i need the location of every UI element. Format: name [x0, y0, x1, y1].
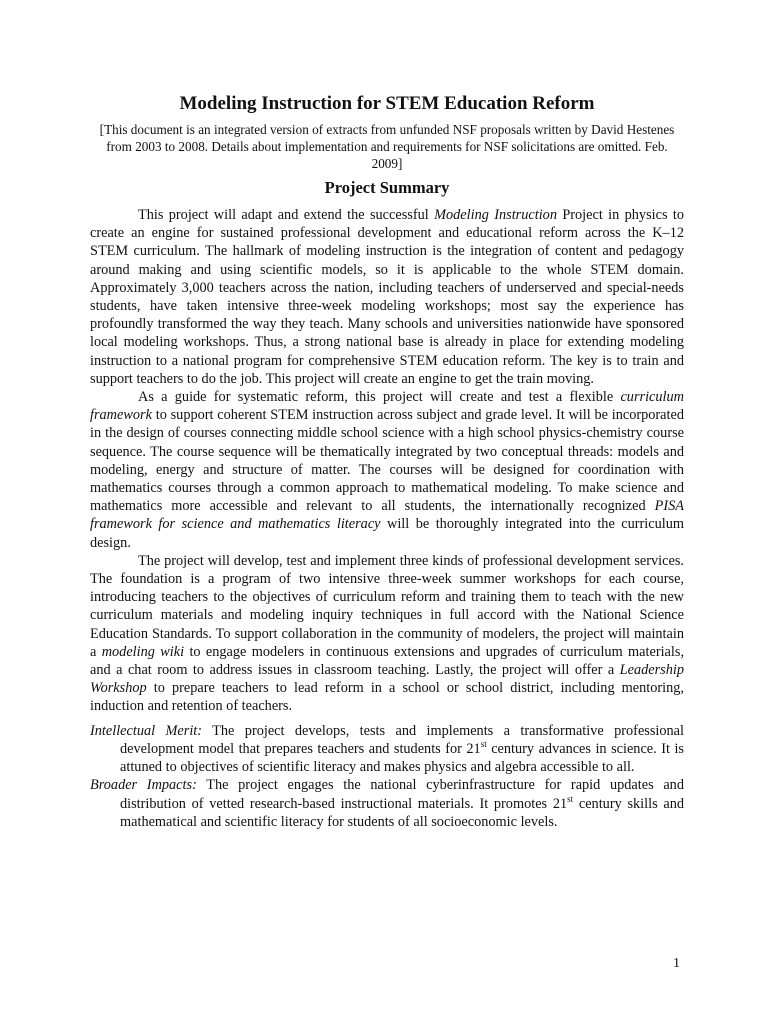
paragraph-1-text-a: This project will adapt and extend the successful	[138, 207, 435, 223]
paragraph-2-text-c: will be thoroughly integrated into the curriculum design.	[90, 516, 684, 551]
paragraph-1-text-b: Project in physics to create an engine for sustained professional development and educational reform across the K–12 STEM curriculum. The hallmark of modeling instruction is the integration of content and pedagogy around making and using scientific models, so it is applicable to the whole STEM domain. Approximately 3,000 teachers across the nation, including teachers of underserved and special-needs students, have taken intensive three-week modeling workshops; most say the experience has profoundly transformed the way they teach. Many schools and universities nationwide have sponsored local modeling workshops. Thus, a strong national base is already in place for extending modeling instruction to a national program for comprehensive STEM education reform. The key is to train and support teachers to do the job. This project will create an engine to get the train moving.	[90, 207, 684, 387]
paragraph-3	[90, 552, 684, 716]
document-title: Modeling Instruction for STEM Education Reform	[179, 93, 595, 114]
document-note	[90, 121, 684, 172]
paragraph-1	[90, 206, 684, 388]
intellectual-merit	[90, 722, 684, 777]
note-line-2: from 2003 to 2008. Details about implementation and requirements for NSF solicitations are omitted. Feb. 2009]	[106, 139, 668, 171]
intellectual-merit-label: Intellectual Merit:	[90, 722, 203, 739]
paragraph-2-text-b: to support coherent STEM instruction across subject and grade level. It will be incorporated in the design of courses connecting middle school science with a high school physics-chemistry course sequence. The course sequence will be thematically integrated by two conceptual threads: models and modeling, energy and structure of matter. The courses will be designed for coordination with mathematics courses through a common approach to mathematical modeling. To make science and mathematics more accessible and relevant to all students, the internationally recognized	[90, 407, 684, 515]
paragraph-2-emphasis-b: PISA framework for science and mathematics literacy	[90, 498, 684, 533]
paragraph-2-text-a: As a guide for systematic reform, this project will create and test a flexible	[138, 389, 621, 406]
section-title: Project Summary	[324, 178, 450, 197]
paragraph-1-emphasis: Modeling Instruction	[434, 207, 557, 223]
paragraph-3-text-a: The project will develop, test and implement three kinds of professional development services. The foundation is a program of two intensive three-week summer workshops for each course, introducing teachers to the objectives of curriculum reform and training them to teach with the new curriculum materials and modeling inquiry techniques in full accord with the National Science Education Standards. To support collaboration in the community of modelers, the project will maintain a	[90, 552, 684, 660]
page-number: 1	[673, 956, 680, 971]
broader-impacts-superscript: st	[567, 793, 574, 804]
broader-impacts	[90, 776, 684, 831]
paragraph-2-emphasis-a: curriculum framework	[90, 389, 684, 424]
broader-impacts-text-a: The project engages the national cyberinfrastructure for rapid updates and distribution of vetted research-based instructional materials. It promotes 21	[120, 777, 684, 812]
paragraph-2	[90, 388, 684, 552]
intellectual-merit-text-b: century advances in science. It is attuned to objectives of scientific literacy and makes physics and algebra accessible to all.	[120, 740, 684, 776]
intellectual-merit-superscript: st	[480, 739, 487, 750]
broader-impacts-text-b: century skills and mathematical and scientific literacy for students of all socioeconomic levels.	[120, 795, 684, 830]
paragraph-3-text-c: to prepare teachers to lead reform in a school or school district, including mentoring, induction and retention of teachers.	[90, 680, 684, 715]
intellectual-merit-text-a: The project develops, tests and implements a transformative professional development model that prepares teachers and students for 21	[120, 722, 684, 757]
broader-impacts-label: Broader Impacts:	[90, 777, 197, 794]
paragraph-3-text-b: to engage modelers in continuous extensions and upgrades of curriculum materials, and a chat room to address issues in classroom teaching. Lastly, the project will offer a	[90, 643, 685, 679]
note-line-1: [This document is an integrated version of extracts from unfunded NSF proposals written by David Hestenes	[99, 122, 675, 137]
paragraph-3-emphasis-b: Leadership Workshop	[90, 662, 684, 697]
paragraph-3-emphasis-a: modeling wiki	[101, 643, 185, 660]
